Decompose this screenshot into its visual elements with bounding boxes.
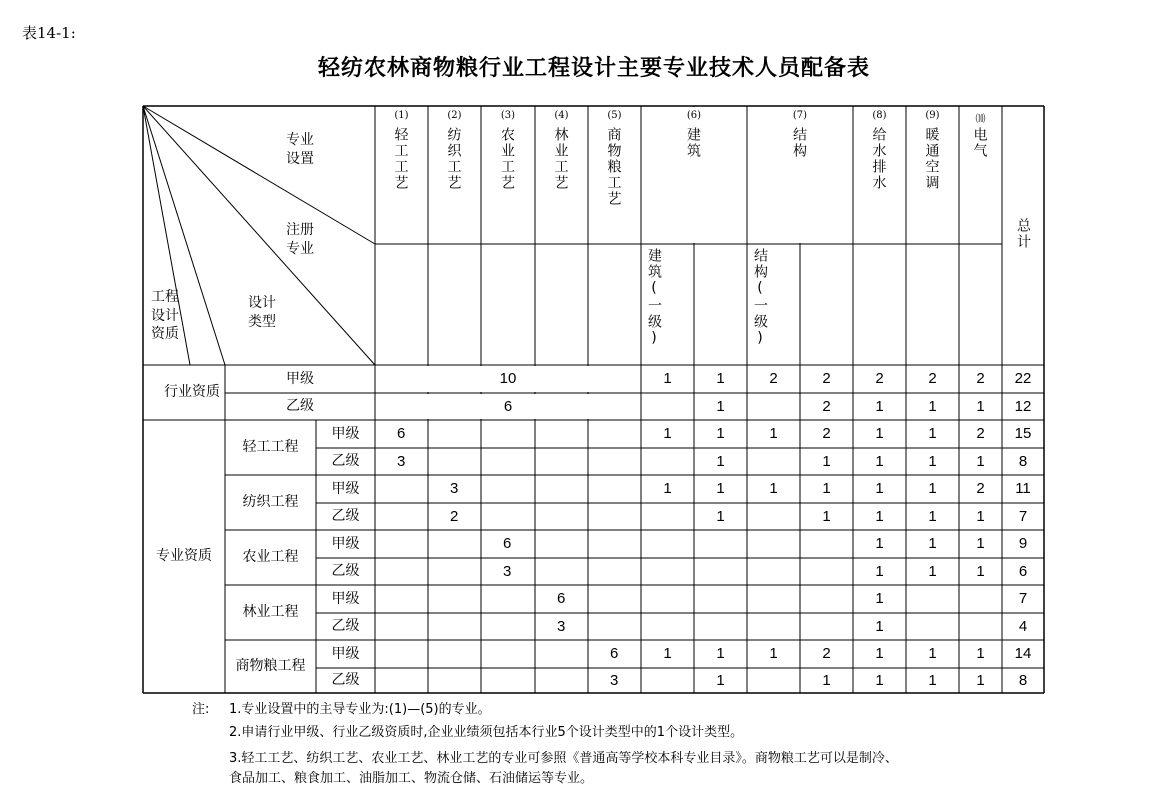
table-cell <box>375 558 428 585</box>
note-line-4: 食品加工、粮食加工、油脂加工、物流仓储、石油储运等专业。 <box>229 771 594 786</box>
row-total: 9 <box>1018 535 1028 552</box>
row-total: 6 <box>1018 562 1028 580</box>
table-cell <box>481 503 535 530</box>
table-cell: 1 <box>875 590 884 607</box>
table-cell: 1 <box>822 480 831 497</box>
table-cell <box>747 613 800 640</box>
table-cell: 1 <box>716 480 725 497</box>
table-cell <box>641 558 694 585</box>
table-cell: 1 <box>928 480 937 497</box>
major-number: ⑽ <box>975 114 986 125</box>
major-number: (2) <box>447 110 462 121</box>
grade-label: 乙级 <box>286 398 314 415</box>
table-cell <box>428 613 481 640</box>
grade-label: 乙级 <box>331 618 360 635</box>
table-cell <box>535 530 588 558</box>
table-cell: 1 <box>875 535 884 552</box>
major-name: 林业工艺 <box>552 127 569 191</box>
table-cell <box>375 503 428 530</box>
engineering-type-label: 商物粮工程 <box>235 658 306 675</box>
table-cell: 1 <box>928 535 937 552</box>
major-name: 给水排水 <box>870 127 887 191</box>
table-cell: 1 <box>875 645 884 662</box>
row-total: 15 <box>1014 425 1032 442</box>
table-cell <box>959 585 1002 613</box>
table-cell: 3 <box>610 671 619 689</box>
table-cell <box>428 640 481 668</box>
major-name: 建筑 <box>685 127 701 159</box>
table-cell: 1 <box>716 671 725 689</box>
table-cell <box>694 585 747 613</box>
note-line-2: 2.申请行业甲级、行业乙级资质时,企业业绩须包括本行业5个设计类型中的1个设计类型。 <box>229 725 744 740</box>
table-cell <box>800 530 853 558</box>
table-cell <box>694 558 747 585</box>
table-cell <box>694 613 747 640</box>
table-cell <box>535 448 588 475</box>
row-total: 8 <box>1018 452 1028 470</box>
table-cell: 1 <box>716 425 725 442</box>
table-cell <box>641 448 694 475</box>
row-total: 7 <box>1018 590 1028 607</box>
table-cell: 1 <box>769 480 778 497</box>
table-cell <box>375 530 428 558</box>
grade-label: 甲级 <box>331 645 360 662</box>
table-cell <box>535 640 588 668</box>
table-cell: 1 <box>875 671 884 689</box>
grade-label: 甲级 <box>331 535 360 552</box>
grade-label: 乙级 <box>331 508 360 525</box>
table-cell <box>747 503 800 530</box>
grade-label: 甲级 <box>331 480 360 497</box>
table-cell <box>588 503 641 530</box>
table-cell: 1 <box>716 370 725 387</box>
table-cell: 1 <box>822 452 831 470</box>
table-cell <box>535 558 588 585</box>
table-cell: 1 <box>928 425 937 442</box>
table-cell <box>428 668 481 693</box>
engineering-type-label: 纺织工程 <box>242 494 299 511</box>
table-cell <box>535 420 588 448</box>
table-cell <box>747 585 800 613</box>
table-cell <box>747 558 800 585</box>
corner-qualification: 工程设计资质 <box>151 288 179 343</box>
table-cell: 1 <box>976 452 985 470</box>
professional-qualification-label: 专业资质 <box>156 548 212 565</box>
table-cell: 1 <box>928 507 937 525</box>
table-cell: 1 <box>716 397 725 415</box>
industry-merged-value: 6 <box>503 397 513 415</box>
table-cell: 2 <box>976 480 985 497</box>
note-line-1: 1.专业设置中的主导专业为:(1)—(5)的专业。 <box>229 702 491 717</box>
table-cell <box>747 393 800 420</box>
major-number: (9) <box>925 110 940 121</box>
table-cell: 1 <box>928 452 937 470</box>
table-cell: 2 <box>976 370 985 387</box>
major-number: (5) <box>607 110 622 121</box>
table-cell <box>535 503 588 530</box>
table-cell <box>800 585 853 613</box>
table-cell: 1 <box>928 397 937 415</box>
major-name: 农业工艺 <box>499 127 515 191</box>
major-number: (6) <box>686 110 702 121</box>
note-line-3: 3.轻工工艺、纺织工艺、农业工艺、林业工艺的专业可参照《普通高等学校本科专业目录》。商物粮工艺可以是制冷、 <box>229 751 898 766</box>
table-cell <box>588 448 641 475</box>
table-cell: 3 <box>450 480 459 497</box>
row-total: 14 <box>1014 645 1032 662</box>
table-cell: 1 <box>769 425 778 442</box>
table-cell <box>641 530 694 558</box>
notes-prefix: 注: <box>192 702 210 717</box>
table-cell: 1 <box>822 507 831 525</box>
table-cell <box>481 585 535 613</box>
table-cell <box>641 393 694 420</box>
table-cell <box>694 530 747 558</box>
table-cell <box>481 475 535 503</box>
table-cell: 2 <box>822 370 831 387</box>
grade-label: 甲级 <box>331 425 360 442</box>
table-cell: 1 <box>663 645 672 662</box>
table-cell: 1 <box>976 535 985 552</box>
table-cell: 2 <box>976 425 985 442</box>
table-cell <box>641 503 694 530</box>
table-cell <box>641 668 694 693</box>
major-name: 商物粮工艺 <box>605 127 622 207</box>
table-cell: 2 <box>875 370 884 387</box>
table-cell <box>375 613 428 640</box>
table-cell <box>428 530 481 558</box>
table-cell: 2 <box>822 397 831 415</box>
table-cell: 1 <box>928 562 937 580</box>
table-cell: 2 <box>928 370 937 387</box>
table-cell <box>588 475 641 503</box>
engineering-type-label: 林业工程 <box>242 604 299 621</box>
major-name: 轻工工艺 <box>392 127 409 191</box>
table-cell <box>906 613 959 640</box>
major-number: (4) <box>554 110 569 121</box>
table-cell: 6 <box>610 645 619 662</box>
table-cell: 1 <box>875 617 884 635</box>
table-cell: 1 <box>875 425 884 442</box>
industry-qualification-label: 行业资质 <box>164 384 220 401</box>
major-name: 纺织工艺 <box>445 127 462 191</box>
major-number: (7) <box>792 110 808 121</box>
table-cell <box>375 585 428 613</box>
corner-design-type: 设计类型 <box>248 295 276 330</box>
table-cell <box>428 448 481 475</box>
table-cell <box>428 558 481 585</box>
table-cell <box>906 585 959 613</box>
table-cell <box>959 613 1002 640</box>
table-cell <box>588 420 641 448</box>
major-name: 结构 <box>791 127 807 159</box>
table-cell: 6 <box>503 535 512 552</box>
table-cell: 1 <box>769 645 778 662</box>
table-cell: 1 <box>716 645 725 662</box>
grade-label: 甲级 <box>286 370 314 387</box>
grade-label: 乙级 <box>331 672 360 689</box>
table-cell <box>481 448 535 475</box>
table-cell: 1 <box>976 645 985 662</box>
table-cell <box>481 668 535 693</box>
table-cell: 1 <box>875 397 884 415</box>
table-cell <box>535 475 588 503</box>
major-name: 暖通空调 <box>923 127 940 191</box>
table-cell <box>588 585 641 613</box>
table-cell: 2 <box>450 507 459 525</box>
table-cell <box>641 585 694 613</box>
engineering-type-label: 轻工工程 <box>242 439 299 456</box>
table-cell: 6 <box>397 425 406 442</box>
table-cell: 1 <box>663 425 672 442</box>
table-cell <box>481 613 535 640</box>
table-cell <box>588 613 641 640</box>
table-cell: 1 <box>716 507 725 525</box>
table-cell: 1 <box>928 671 937 689</box>
table-cell: 1 <box>976 562 985 580</box>
table-cell <box>800 613 853 640</box>
grade-label: 乙级 <box>331 453 360 470</box>
row-total: 4 <box>1018 617 1028 635</box>
table-cell: 1 <box>875 507 884 525</box>
table-cell: 3 <box>397 452 406 470</box>
major-number: (1) <box>394 110 409 121</box>
table-cell <box>588 530 641 558</box>
table-cell <box>747 448 800 475</box>
industry-merged-value: 10 <box>499 370 517 387</box>
table-cell: 1 <box>976 397 985 415</box>
table-cell: 6 <box>557 590 566 607</box>
major-name: 电气 <box>971 127 988 159</box>
grade-label: 甲级 <box>331 590 360 607</box>
table-cell: 1 <box>875 480 884 497</box>
major-number: (3) <box>500 110 516 121</box>
corner-registered-major: 注册专业 <box>286 222 314 257</box>
engineering-type-label: 农业工程 <box>242 549 299 566</box>
table-cell <box>375 640 428 668</box>
table-cell <box>428 420 481 448</box>
table-cell <box>747 668 800 693</box>
table-cell: 2 <box>822 425 831 442</box>
table-cell <box>481 420 535 448</box>
table-cell: 1 <box>976 507 985 525</box>
corner-major-setting: 专业设置 <box>286 132 314 167</box>
table-label: 表14-1: <box>22 24 76 42</box>
registered-major-name: 建筑(一级) <box>646 248 662 348</box>
table-cell: 1 <box>875 452 884 470</box>
table-cell: 3 <box>557 617 566 635</box>
table-cell: 1 <box>928 645 937 662</box>
page-title: 轻纺农林商物粮行业工程设计主要专业技术人员配备表 <box>317 56 870 81</box>
table-cell: 3 <box>503 562 512 580</box>
row-total: 8 <box>1018 671 1028 689</box>
table-cell: 1 <box>875 562 884 580</box>
total-header: 总计 <box>1015 218 1031 250</box>
table-cell: 1 <box>822 671 831 689</box>
major-number: (8) <box>872 110 887 121</box>
table-cell <box>428 585 481 613</box>
table-cell <box>375 668 428 693</box>
table-cell <box>535 668 588 693</box>
table-cell: 2 <box>822 645 831 662</box>
table-cell <box>588 558 641 585</box>
table-cell <box>375 475 428 503</box>
table-cell: 2 <box>769 370 778 387</box>
table-cell <box>747 530 800 558</box>
table-cell: 1 <box>663 480 672 497</box>
table-cell <box>641 613 694 640</box>
table-cell <box>481 640 535 668</box>
row-total: 7 <box>1018 507 1028 525</box>
row-total: 11 <box>1015 480 1031 497</box>
corner-diagonal <box>143 106 375 244</box>
grade-label: 乙级 <box>331 563 360 580</box>
table-cell <box>800 558 853 585</box>
table-cell: 1 <box>716 452 725 470</box>
registered-major-name: 结构(一级) <box>752 248 768 348</box>
table-cell: 1 <box>976 671 985 689</box>
row-total: 12 <box>1014 397 1032 415</box>
row-total: 22 <box>1014 370 1032 387</box>
table-cell: 1 <box>663 370 672 387</box>
